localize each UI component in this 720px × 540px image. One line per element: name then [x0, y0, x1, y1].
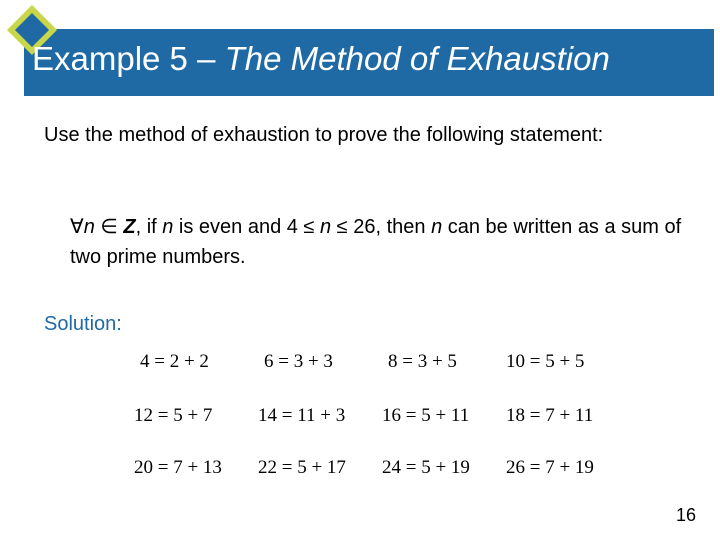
equation: 10 = 5 + 5	[506, 351, 585, 372]
equation: 22 = 5 + 17	[258, 457, 346, 478]
equation: 20 = 7 + 13	[134, 457, 222, 478]
equation: 6 = 3 + 3	[264, 351, 333, 372]
theorem-statement: ∀n ∈ Z, if n is even and 4 ≤ n ≤ 26, then n can be written as a sum of two prime numbers.	[70, 216, 682, 268]
intro-text: Use the method of exhaustion to prove the following statement:	[44, 124, 604, 146]
equation: 18 = 7 + 11	[506, 405, 594, 426]
page-number: 16	[675, 505, 696, 525]
equation: 12 = 5 + 7	[134, 405, 213, 426]
equation: 16 = 5 + 11	[382, 405, 470, 426]
slide-title: Example 5 – The Method of Exhaustion	[32, 40, 610, 77]
equation: 24 = 5 + 19	[382, 457, 470, 478]
equation: 14 = 11 + 3	[258, 405, 346, 426]
solution-label: Solution:	[44, 313, 122, 335]
equation: 26 = 7 + 19	[506, 457, 594, 478]
equation: 4 = 2 + 2	[140, 351, 209, 372]
equation: 8 = 3 + 5	[388, 351, 457, 372]
